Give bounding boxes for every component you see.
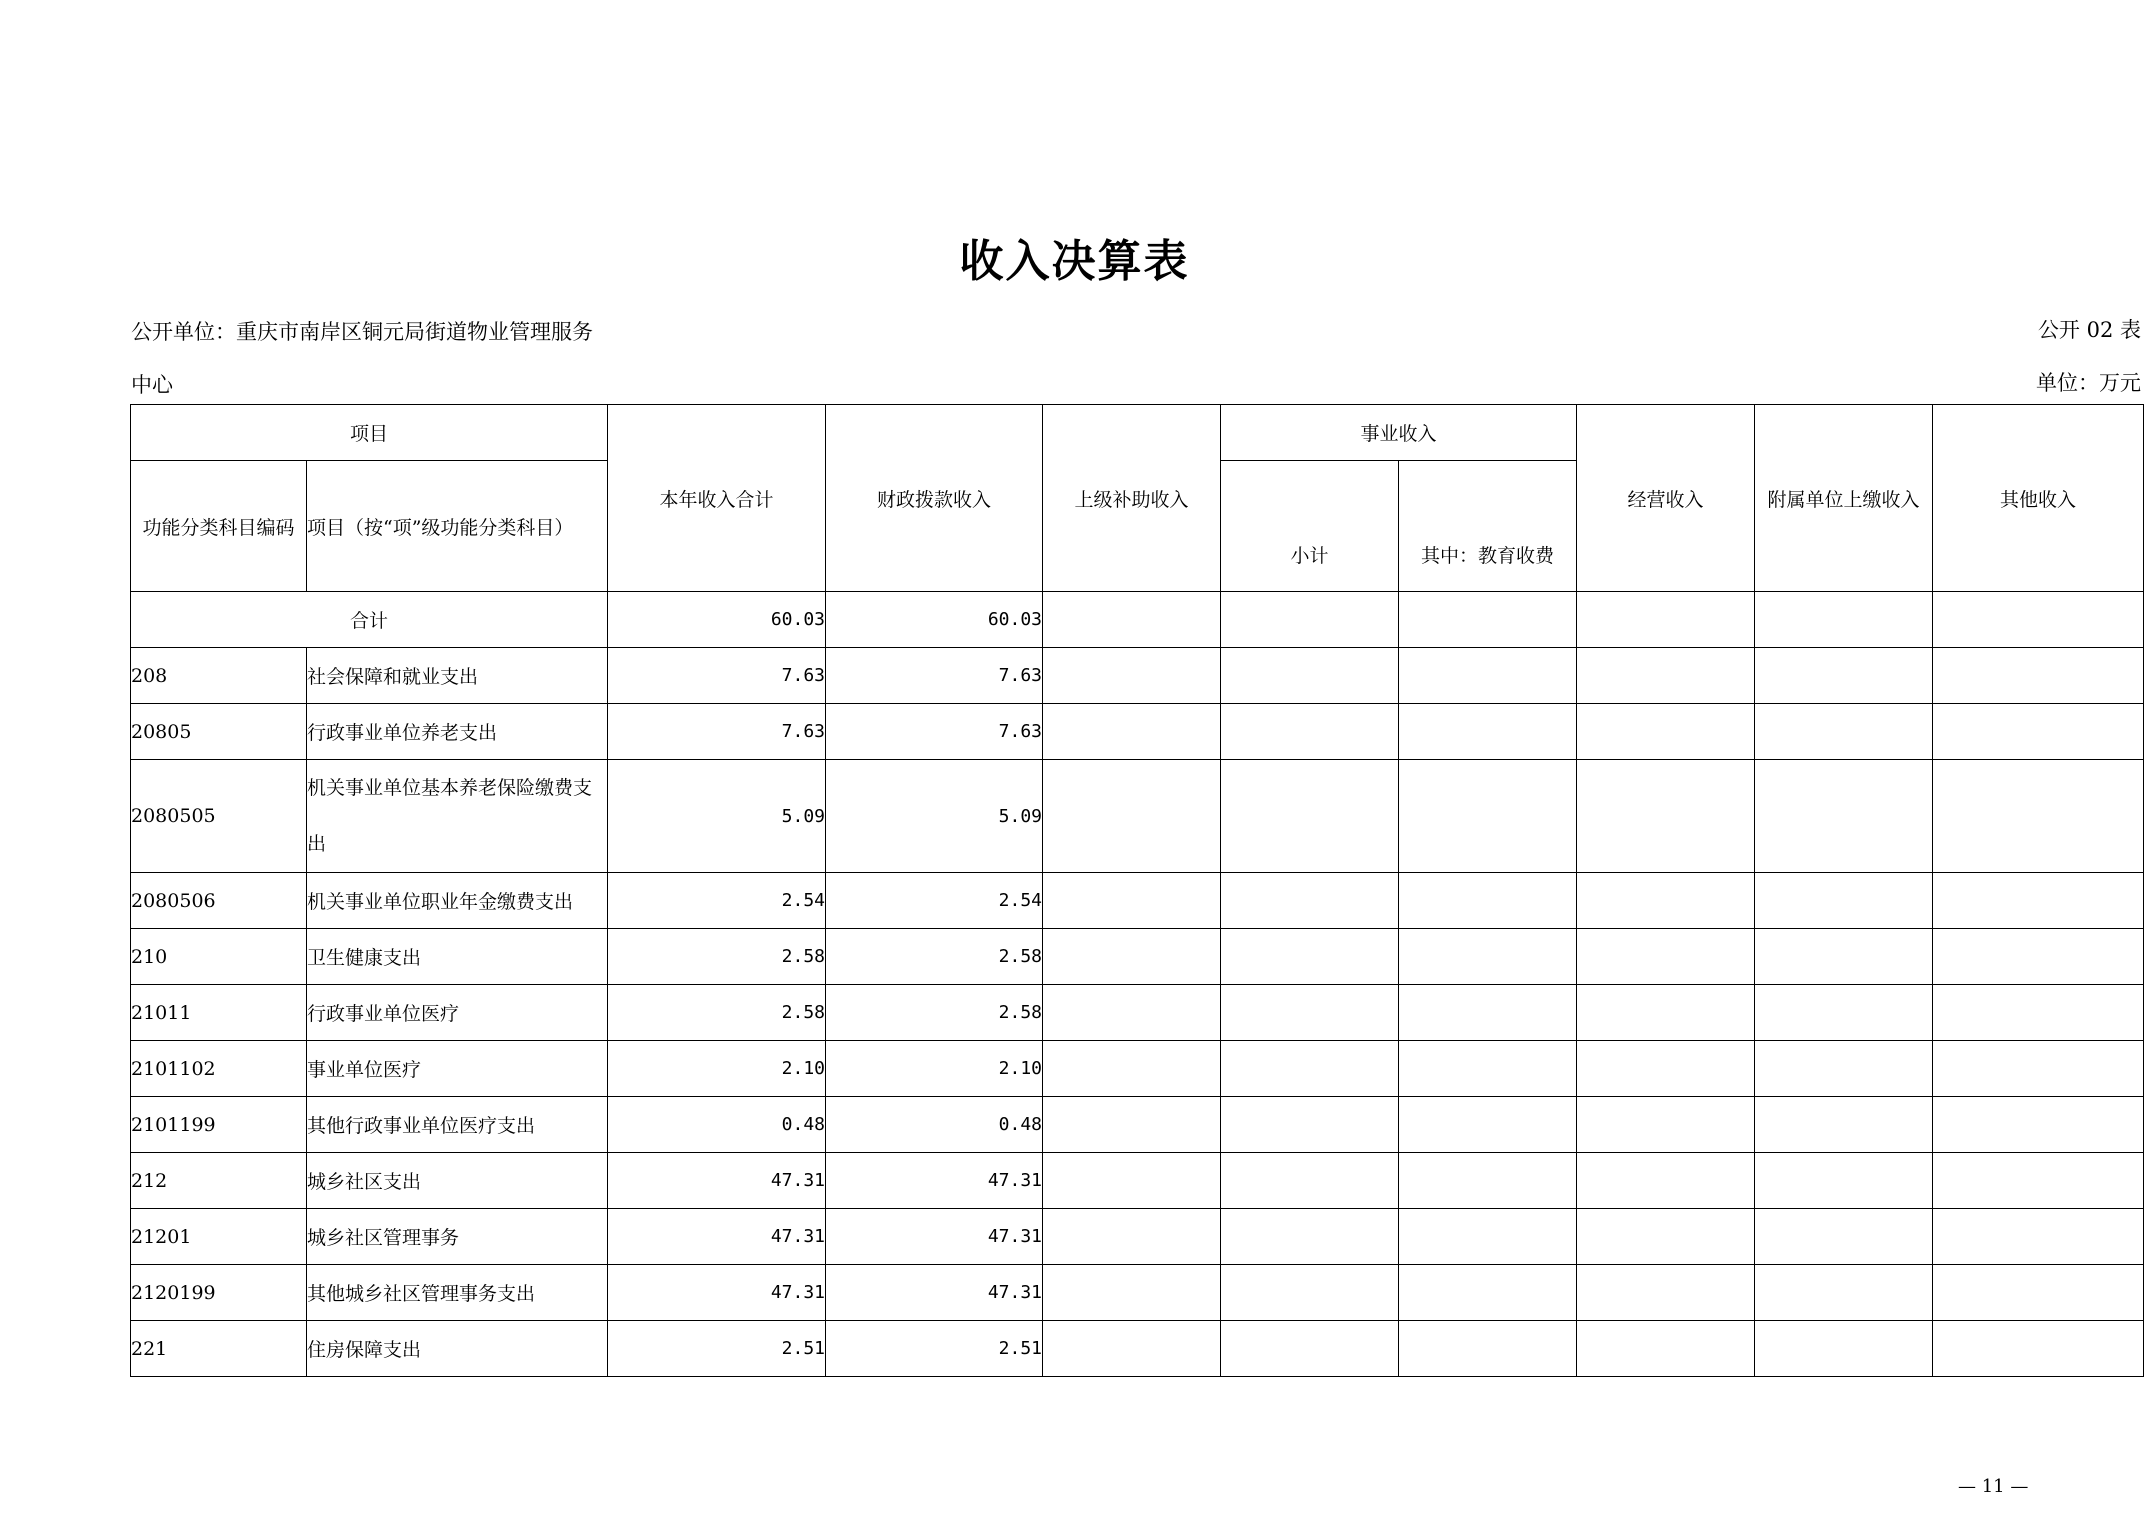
table-row [131, 985, 2144, 1041]
empty-cell [1221, 1209, 1399, 1265]
table-row [131, 704, 2144, 760]
row-total: 2.54 [608, 873, 826, 929]
table-row [131, 1097, 2144, 1153]
empty-cell [1755, 1097, 1933, 1153]
empty-cell [1933, 1265, 2144, 1321]
empty-cell [1577, 1097, 1755, 1153]
row-name: 住房保障支出 [307, 1321, 608, 1377]
header-other: 其他收入 [1933, 405, 2144, 592]
row-code: 2080506 [131, 873, 307, 929]
empty-cell [1933, 929, 2144, 985]
empty-cell [1933, 1097, 2144, 1153]
page-number: — 11 — [1958, 1476, 2029, 1497]
table-row [131, 1153, 2144, 1209]
row-name: 事业单位医疗 [307, 1041, 608, 1097]
row-fiscal: 7.63 [826, 704, 1043, 760]
row-total: 47.31 [608, 1265, 826, 1321]
row-fiscal: 47.31 [826, 1209, 1043, 1265]
empty-cell [1221, 1153, 1399, 1209]
header-item-group: 项目 [131, 405, 608, 461]
empty-cell [1577, 1041, 1755, 1097]
table-number: 公开 02 表 [2037, 318, 2141, 342]
empty-cell [1043, 1265, 1221, 1321]
empty-cell [1755, 1041, 1933, 1097]
empty-cell [1399, 1209, 1577, 1265]
empty-cell [1043, 1321, 1221, 1377]
empty-cell [1933, 592, 2144, 648]
row-fiscal: 2.10 [826, 1041, 1043, 1097]
header-total: 本年收入合计 [608, 405, 826, 592]
empty-cell [1755, 985, 1933, 1041]
row-fiscal: 47.31 [826, 1265, 1043, 1321]
row-total: 7.63 [608, 648, 826, 704]
empty-cell [1577, 1153, 1755, 1209]
empty-cell [1577, 929, 1755, 985]
header-name: 项目（按“项”级功能分类科目） [307, 461, 608, 592]
empty-cell [1043, 1097, 1221, 1153]
empty-cell [1399, 1265, 1577, 1321]
empty-cell [1755, 1209, 1933, 1265]
empty-cell [1043, 1209, 1221, 1265]
row-fiscal: 47.31 [826, 1153, 1043, 1209]
empty-cell [1577, 873, 1755, 929]
empty-cell [1755, 873, 1933, 929]
empty-cell [1043, 760, 1221, 873]
page-title: 收入决算表 [959, 236, 1190, 287]
empty-cell [1755, 1265, 1933, 1321]
empty-cell [1577, 648, 1755, 704]
row-code: 21011 [131, 985, 307, 1041]
table-row [131, 1041, 2144, 1097]
empty-cell [1399, 1321, 1577, 1377]
empty-cell [1755, 760, 1933, 873]
row-total: 7.63 [608, 704, 826, 760]
empty-cell [1933, 1153, 2144, 1209]
empty-cell [1221, 1041, 1399, 1097]
row-name: 行政事业单位养老支出 [307, 704, 608, 760]
row-name: 其他城乡社区管理事务支出 [307, 1265, 608, 1321]
empty-cell [1399, 648, 1577, 704]
empty-cell [1399, 929, 1577, 985]
empty-cell [1755, 929, 1933, 985]
empty-cell [1577, 1209, 1755, 1265]
row-name: 机关事业单位职业年金缴费支出 [307, 873, 608, 929]
row-fiscal: 2.51 [826, 1321, 1043, 1377]
row-name: 其他行政事业单位医疗支出 [307, 1097, 608, 1153]
empty-cell [1933, 873, 2144, 929]
empty-cell [1399, 1041, 1577, 1097]
row-code: 212 [131, 1153, 307, 1209]
row-total: 0.48 [608, 1097, 826, 1153]
row-code: 210 [131, 929, 307, 985]
row-total: 5.09 [608, 760, 826, 873]
row-code: 2101102 [131, 1041, 307, 1097]
row-name: 卫生健康支出 [307, 929, 608, 985]
empty-cell [1221, 985, 1399, 1041]
reporting-unit-line2: 中心 [131, 373, 173, 397]
empty-cell [1221, 760, 1399, 873]
row-total: 2.58 [608, 985, 826, 1041]
empty-cell [1933, 1321, 2144, 1377]
empty-cell [1577, 1265, 1755, 1321]
empty-cell [1221, 929, 1399, 985]
empty-cell [1399, 873, 1577, 929]
empty-cell [1043, 648, 1221, 704]
income-table [130, 404, 2144, 1377]
row-total: 2.58 [608, 929, 826, 985]
empty-cell [1577, 704, 1755, 760]
empty-cell [1399, 1153, 1577, 1209]
empty-cell [1399, 1097, 1577, 1153]
empty-cell [1399, 592, 1577, 648]
header-row-1 [131, 405, 2144, 461]
empty-cell [1933, 1041, 2144, 1097]
row-total: 2.10 [608, 1041, 826, 1097]
empty-cell [1221, 648, 1399, 704]
row-code: 21201 [131, 1209, 307, 1265]
total-amount: 60.03 [608, 592, 826, 648]
empty-cell [1043, 704, 1221, 760]
row-code: 2120199 [131, 1265, 307, 1321]
empty-cell [1221, 1265, 1399, 1321]
header-business-subtotal: 小计 [1221, 461, 1399, 592]
row-code: 221 [131, 1321, 307, 1377]
empty-cell [1221, 704, 1399, 760]
empty-cell [1399, 985, 1577, 1041]
empty-cell [1221, 592, 1399, 648]
header-fiscal: 财政拨款收入 [826, 405, 1043, 592]
empty-cell [1577, 985, 1755, 1041]
table-row [131, 760, 2144, 873]
reporting-unit-line1: 公开单位：重庆市南岸区铜元局街道物业管理服务 [131, 320, 593, 344]
empty-cell [1577, 592, 1755, 648]
empty-cell [1043, 873, 1221, 929]
row-fiscal: 0.48 [826, 1097, 1043, 1153]
total-row [131, 592, 2144, 648]
row-fiscal: 2.54 [826, 873, 1043, 929]
total-label: 合计 [131, 592, 608, 648]
empty-cell [1755, 704, 1933, 760]
empty-cell [1043, 1153, 1221, 1209]
table-row [131, 873, 2144, 929]
row-name: 城乡社区管理事务 [307, 1209, 608, 1265]
header-business-group: 事业收入 [1221, 405, 1577, 461]
empty-cell [1755, 1153, 1933, 1209]
empty-cell [1755, 1321, 1933, 1377]
row-name: 行政事业单位医疗 [307, 985, 608, 1041]
empty-cell [1043, 1041, 1221, 1097]
empty-cell [1399, 704, 1577, 760]
row-total: 47.31 [608, 1153, 826, 1209]
empty-cell [1043, 929, 1221, 985]
table-row [131, 1209, 2144, 1265]
empty-cell [1221, 873, 1399, 929]
row-code: 2080505 [131, 760, 307, 873]
empty-cell [1755, 648, 1933, 704]
row-total: 2.51 [608, 1321, 826, 1377]
empty-cell [1933, 1209, 2144, 1265]
row-fiscal: 5.09 [826, 760, 1043, 873]
header-business-edu: 其中：教育收费 [1399, 461, 1577, 592]
row-fiscal: 2.58 [826, 929, 1043, 985]
row-fiscal: 2.58 [826, 985, 1043, 1041]
empty-cell [1221, 1321, 1399, 1377]
row-total: 47.31 [608, 1209, 826, 1265]
table-row [131, 1321, 2144, 1377]
empty-cell [1933, 760, 2144, 873]
total-fiscal: 60.03 [826, 592, 1043, 648]
table-row [131, 1265, 2144, 1321]
empty-cell [1043, 985, 1221, 1041]
empty-cell [1755, 592, 1933, 648]
empty-cell [1043, 592, 1221, 648]
row-code: 208 [131, 648, 307, 704]
currency-unit: 单位：万元 [2036, 371, 2141, 395]
empty-cell [1933, 985, 2144, 1041]
empty-cell [1221, 1097, 1399, 1153]
empty-cell [1577, 1321, 1755, 1377]
row-code: 2101199 [131, 1097, 307, 1153]
table-row [131, 929, 2144, 985]
row-name: 社会保障和就业支出 [307, 648, 608, 704]
empty-cell [1933, 704, 2144, 760]
header-operating: 经营收入 [1577, 405, 1755, 592]
header-affiliated: 附属单位上缴收入 [1755, 405, 1933, 592]
row-name: 机关事业单位基本养老保险缴费支出 [307, 760, 608, 873]
row-code: 20805 [131, 704, 307, 760]
header-code: 功能分类科目编码 [131, 461, 307, 592]
row-name: 城乡社区支出 [307, 1153, 608, 1209]
empty-cell [1577, 760, 1755, 873]
row-fiscal: 7.63 [826, 648, 1043, 704]
empty-cell [1933, 648, 2144, 704]
table-row [131, 648, 2144, 704]
empty-cell [1399, 760, 1577, 873]
header-superior: 上级补助收入 [1043, 405, 1221, 592]
